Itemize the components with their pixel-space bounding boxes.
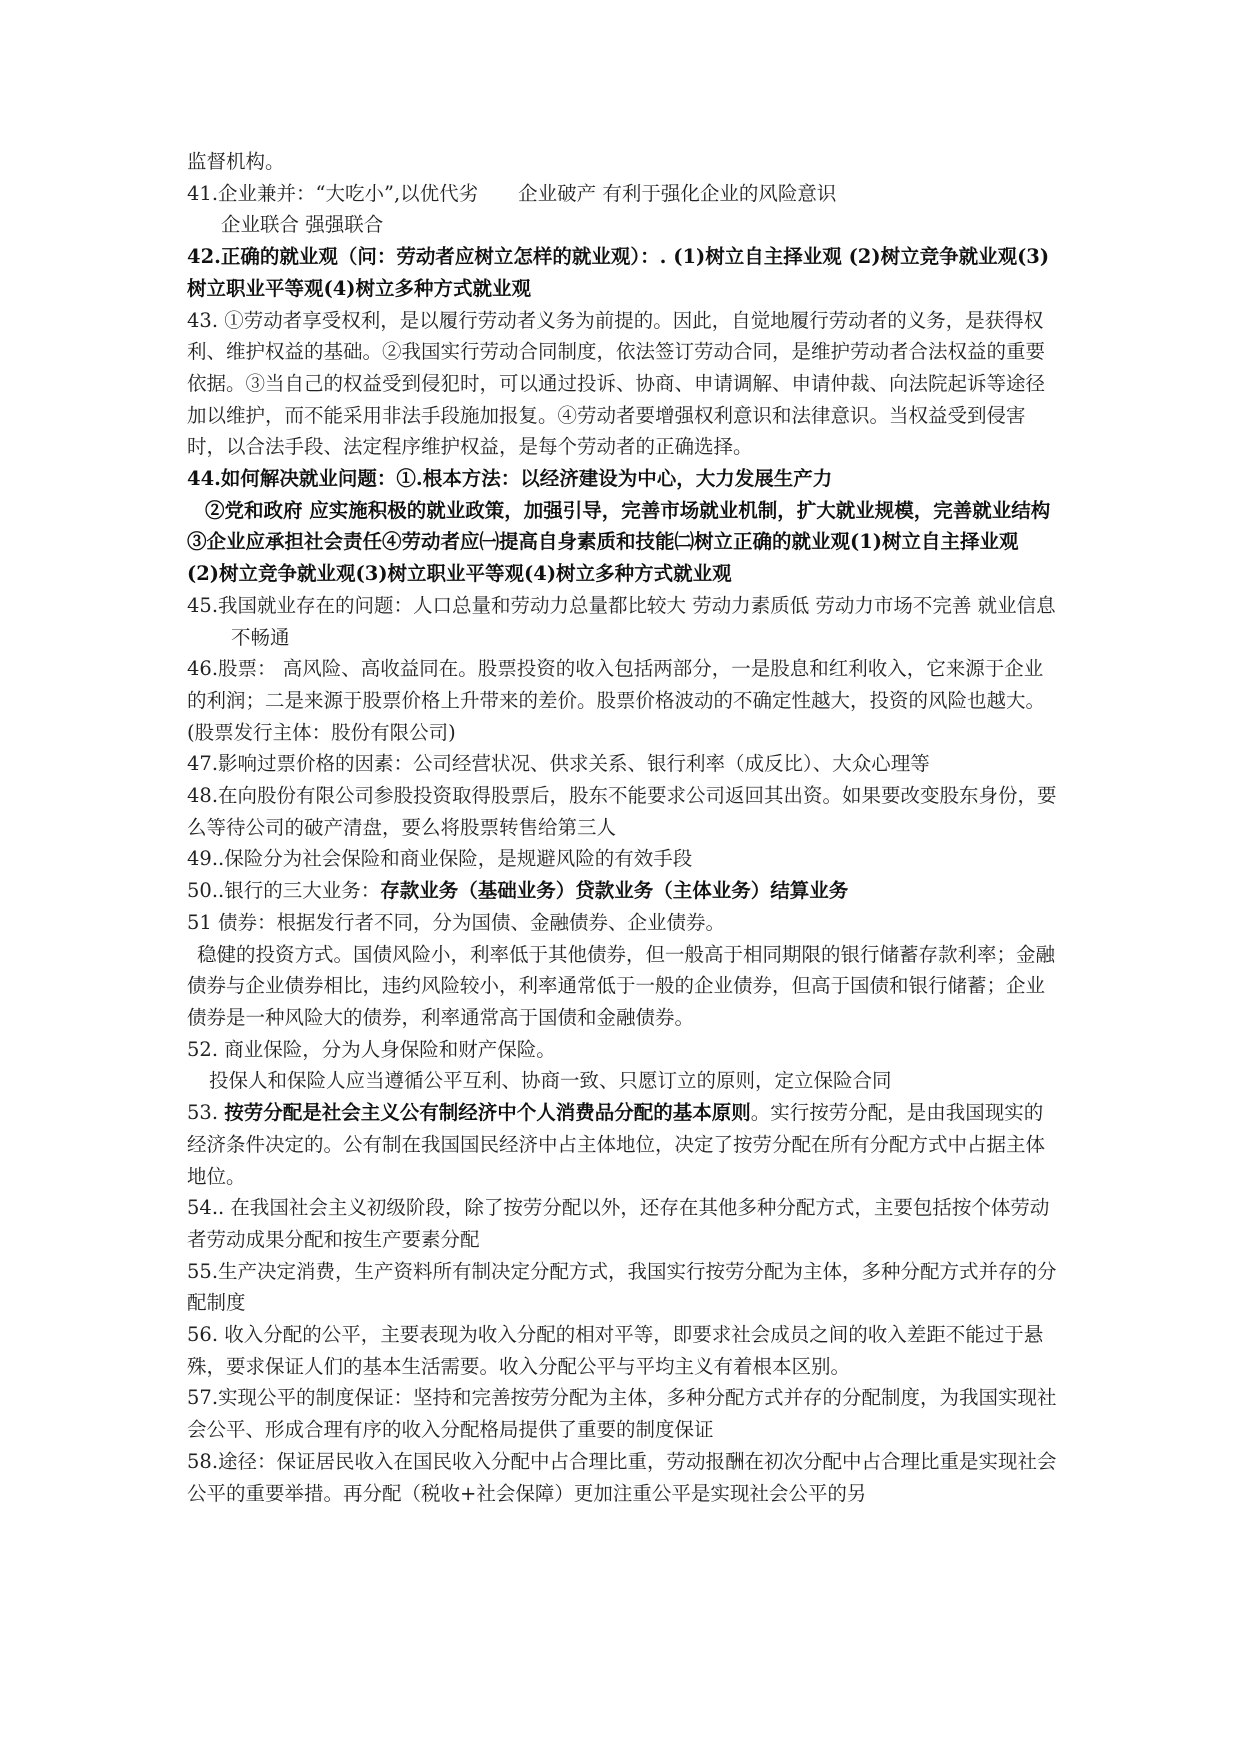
line-41 <box>187 178 1057 210</box>
line-50 <box>187 875 1057 907</box>
line-50-a: 50..银行的三大业务： <box>187 879 381 903</box>
line-43: 43. ①劳动者享受权利，是以履行劳动者义务为前提的。因此，自觉地履行劳动者的义务，是获得权利、维护权益的基础。②我国实行劳动合同制度，依法签订劳动合同，是维护劳动者合法权益的重要依据。③当自己的权益受到侵犯时，可以通过投诉、协商、申请调解、申请仲裁、向法院起诉等途径加以维护，而不能采用非法手段施加报复。④劳动者要增强权利意识和法律意识。当权益受到侵害时，以合法手段、法定程序维护权益，是每个劳动者的正确选择。 <box>187 308 1046 459</box>
document-page <box>187 146 1057 1509</box>
line-54: 54.. 在我国社会主义初级阶段，除了按劳分配以外，还存在其他多种分配方式，主要包括按个体劳动者劳动成果分配和按生产要素分配 <box>187 1196 1050 1251</box>
line-40-end: 监督机构。 <box>187 150 285 173</box>
line-44-a: 44.如何解决就业问题：①.根本方法：以经济建设为中心，大力发展生产力 <box>187 467 833 491</box>
line-53-a: 53. <box>187 1101 225 1125</box>
line-51-b: 稳健的投资方式。国债风险小，利率低于其他债券，但一般高于相同期限的银行储蓄存款利率；金融债券与企业债券相比，违约风险较小，利率通常低于一般的企业债券，但高于国债和银行储蓄；企业债券是一种风险大的债券，利率通常高于国债和金融债券。 <box>187 942 1056 1029</box>
line-48: 48.在向股份有限公司参股投资取得股票后，股东不能要求公司返回其出资。如果要改变股东身份，要么等待公司的破产清盘，要么将股票转售给第三人 <box>187 784 1057 839</box>
line-41-b: 企业破产 有利于强化企业的风险意识 <box>518 181 837 205</box>
line-52-b: 投保人和保险人应当遵循公平互利、协商一致、只愿订立的原则，定立保险合同 <box>209 1069 892 1093</box>
line-51: 51 债券：根据发行者不同，分为国债、金融债券、企业债券。 <box>187 910 726 934</box>
line-42: 42.正确的就业观（问：劳动者应树立怎样的就业观）：. (1)树立自主择业观 (2)树立竞争就业观(3)树立职业平等观(4)树立多种方式就业观 <box>187 245 1050 300</box>
line-41-a: 41.企业兼并：“大吃小”,以优代劣 <box>187 181 479 205</box>
line-52: 52. 商业保险，分为人身保险和财产保险。 <box>187 1037 556 1061</box>
line-49: 49..保险分为社会保险和商业保险，是规避风险的有效手段 <box>187 847 693 871</box>
line-47: 47.影响过票价格的因素：公司经营状况、供求关系、银行利率（成反比）、大众心理等 <box>187 752 930 776</box>
line-58: 58.途径：保证居民收入在国民收入分配中占合理比重，劳动报酬在初次分配中占合理比重是实现社会公平的重要举措。再分配（税收+社会保障）更加注重公平是实现社会公平的另 <box>187 1449 1057 1505</box>
line-53-c: 。实行按劳分配，是由我国现实的经济条件决定的。公有制在我国国民经济中占主体地位，决定了按劳分配在所有分配方式中占据主体地位。 <box>187 1101 1046 1188</box>
line-53 <box>187 1097 1057 1192</box>
line-45: 45.我国就业存在的问题：人口总量和劳动力总量都比较大 劳动力素质低 劳动力市场不完善 就业信息不畅通 <box>187 593 1056 649</box>
line-53-b: 按劳分配是社会主义公有制经济中个人消费品分配的基本原则 <box>224 1101 751 1125</box>
line-46: 46.股票： 高风险、高收益同在。股票投资的收入包括两部分，一是股息和红利收入，它来源于企业的利润；二是来源于股票价格上升带来的差价。股票价格波动的不确定性越大，投资的风险也越大。(股票发行主体：股份有限公司) <box>187 657 1046 744</box>
line-56: 56. 收入分配的公平，主要表现为收入分配的相对平等，即要求社会成员之间的收入差距不能过于悬殊，要求保证人们的基本生活需要。收入分配公平与平均主义有着根本区别。 <box>187 1323 1044 1378</box>
line-41-c: 企业联合 强强联合 <box>221 213 384 237</box>
line-57: 57.实现公平的制度保证：坚持和完善按劳分配为主体，多种分配方式并存的分配制度，为我国实现社会公平、形成合理有序的收入分配格局提供了重要的制度保证 <box>187 1386 1057 1442</box>
line-44-b: ②党和政府 应实施积极的就业政策，加强引导，完善市场就业机制，扩大就业规模，完善就业结构③企业应承担社会责任④劳动者应㈠提高自身素质和技能㈡树立正确的就业观(1)树立自主择业观 (2)树立竞争就业观(3)树立职业平等观(4)树立多种方式就业观 <box>187 498 1051 586</box>
line-55: 55.生产决定消费，生产资料所有制决定分配方式，我国实行按劳分配为主体，多种分配方式并存的分配制度 <box>187 1259 1057 1315</box>
line-50-b: 存款业务（基础业务）贷款业务（主体业务）结算业务 <box>380 879 849 903</box>
